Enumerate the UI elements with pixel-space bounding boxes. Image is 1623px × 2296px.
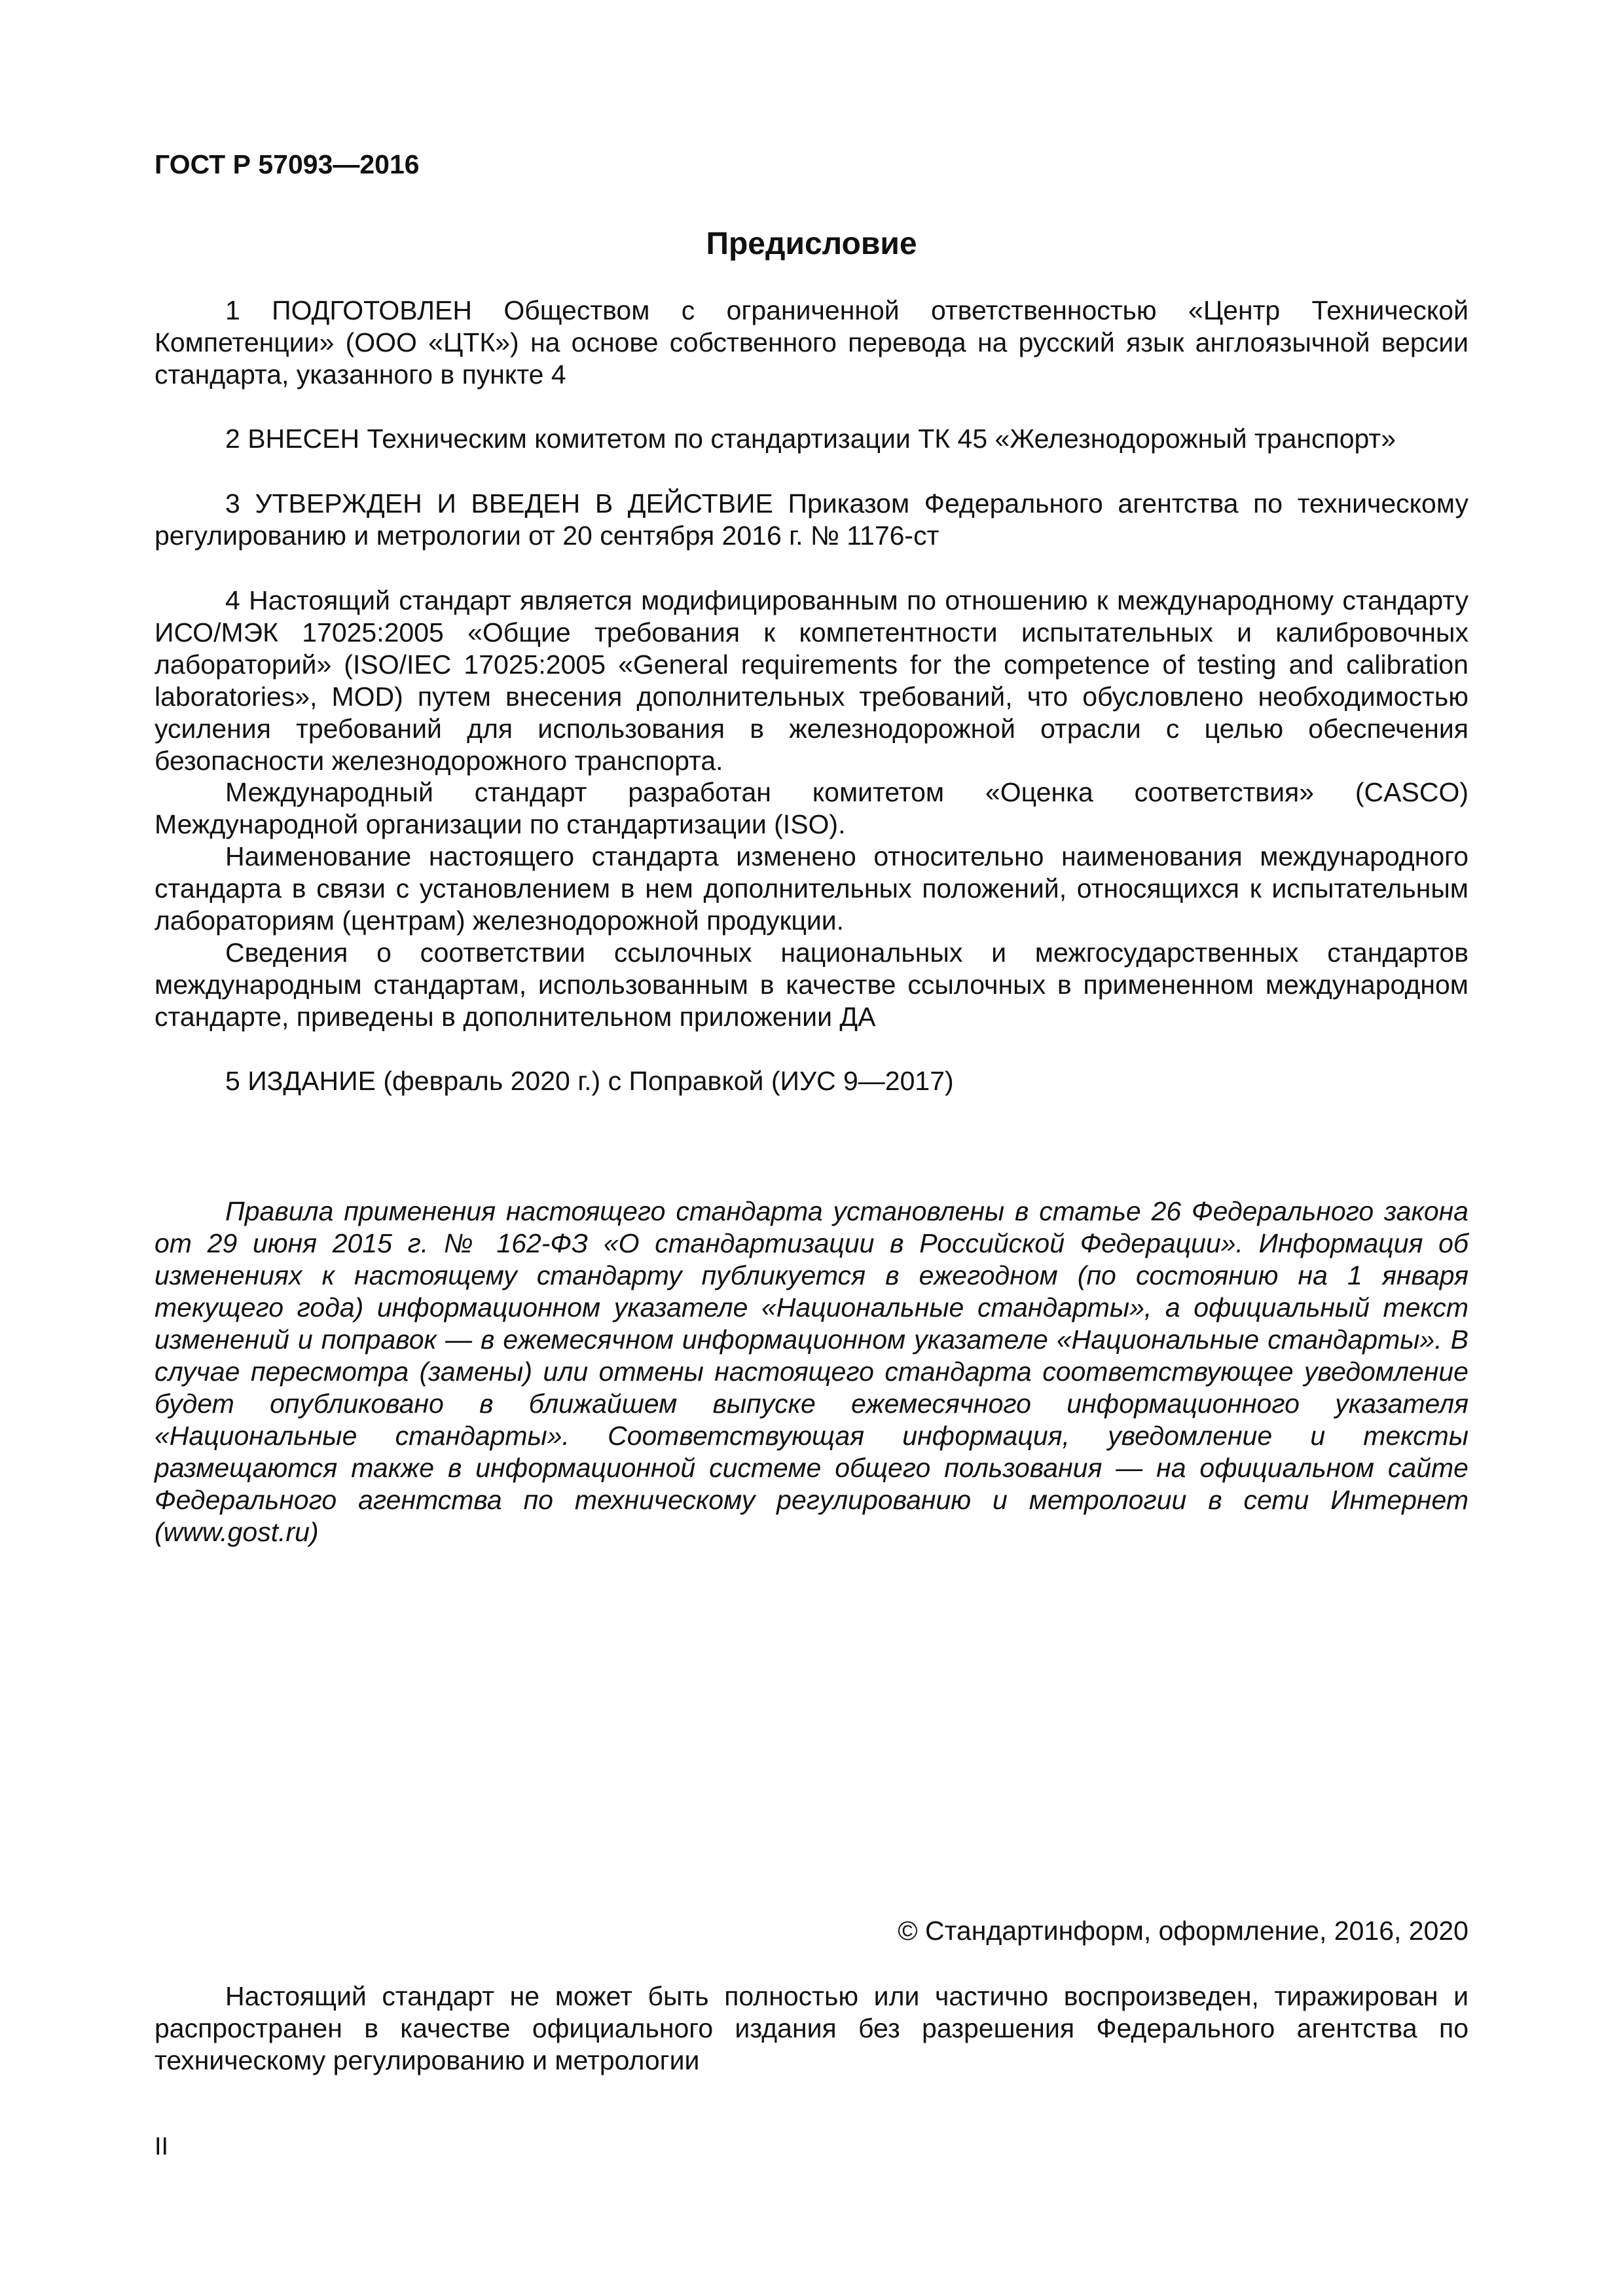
preface-item-4-name-change: Наименование настоящего стандарта изменено относительно наименования международного стандарта в связи с установлением в нем дополнительных положений, относящихся к испытательным лабораториям (центрам) железнодорожной продукции. (155, 841, 1468, 936)
copyright-line: © Стандартинформ, оформление, 2016, 2020 (898, 1916, 1468, 1946)
page-title: Предисловие (706, 227, 917, 261)
preface-item-4-origin: Международный стандарт разработан комитетом «Оценка соответствия» (CASCO) Международной организации по стандартизации (ISO). (155, 777, 1468, 839)
reproduction-notice: Настоящий стандарт не может быть полностью или частично воспроизведен, тиражирован и распространен в качестве официального издания без разрешения Федерального агентства по техническому регулированию и метрологии (155, 1981, 1468, 2075)
preface-item-5: 5 ИЗДАНИЕ (февраль 2020 г.) с Поправкой (ИУС 9—2017) (225, 1066, 954, 1096)
preface-item-3: 3 УТВЕРЖДЕН И ВВЕДЕН В ДЕЙСТВИЕ Приказом Федерального агентства по техническому регулированию и метрологии от 20 сентября 2016 г. № 1176-ст (155, 488, 1468, 551)
preface-item-2: 2 ВНЕСЕН Техническим комитетом по стандартизации ТК 45 «Железнодорожный транспорт» (225, 424, 1396, 454)
preface-item-4: 4 Настоящий стандарт является модифицированным по отношению к международному стандарту ИСО/МЭК 17025:2005 «Общие требования к компетентности испытательных и калибровочных лабораторий» (ISO/IEC 17025:2005 «General requirements for the competence of testing and calibration laboratories», MOD) путем внесения дополнительных требований, что обусловлено необходимостью усиления требований для использования в железнодорожной отрасли с целью обеспечения безопасности железнодорожного транспорта. (155, 585, 1468, 776)
preface-item-1: 1 ПОДГОТОВЛЕН Обществом с ограниченной ответственностью «Центр Технической Компетенции» (ООО «ЦТК») на основе собственного перевода на русский язык англоязычной версии стандарта, указанного в пункте 4 (155, 295, 1468, 390)
rules-notice: Правила применения настоящего стандарта установлены в статье 26 Федерального закона от 29 июня 2015 г. № 162-ФЗ «О стандартизации в Российской Федерации». Информация об изменениях к настоящему стандарту публикуется в ежегодном (по состоянию на 1 января текущего года) информационном указателе «Национальные стандарты», а официальный текст изменений и поправок — в ежемесячном информационном указателе «Национальные стандарты». В случае пересмотра (замены) или отмены настоящего стандарта соответствующее уведомление будет опубликовано в ближайшем выпуске ежемесячного информационного указателя «Национальные стандарты». Соответствующая информация, уведомление и тексты размещаются также в информационной системе общего пользования — на официальном сайте Федерального агентства по техническому регулированию и метрологии в сети Интернет (www.gost.ru) (155, 1196, 1468, 1547)
page-number: II (155, 2133, 169, 2160)
document-code: ГОСТ Р 57093—2016 (155, 149, 420, 179)
preface-item-4-references: Сведения о соответствии ссылочных национальных и межгосударственных стандартов международным стандартам, использованным в качестве ссылочных в примененном международном стандарте, приведены в дополнительном приложении ДА (155, 938, 1468, 1032)
